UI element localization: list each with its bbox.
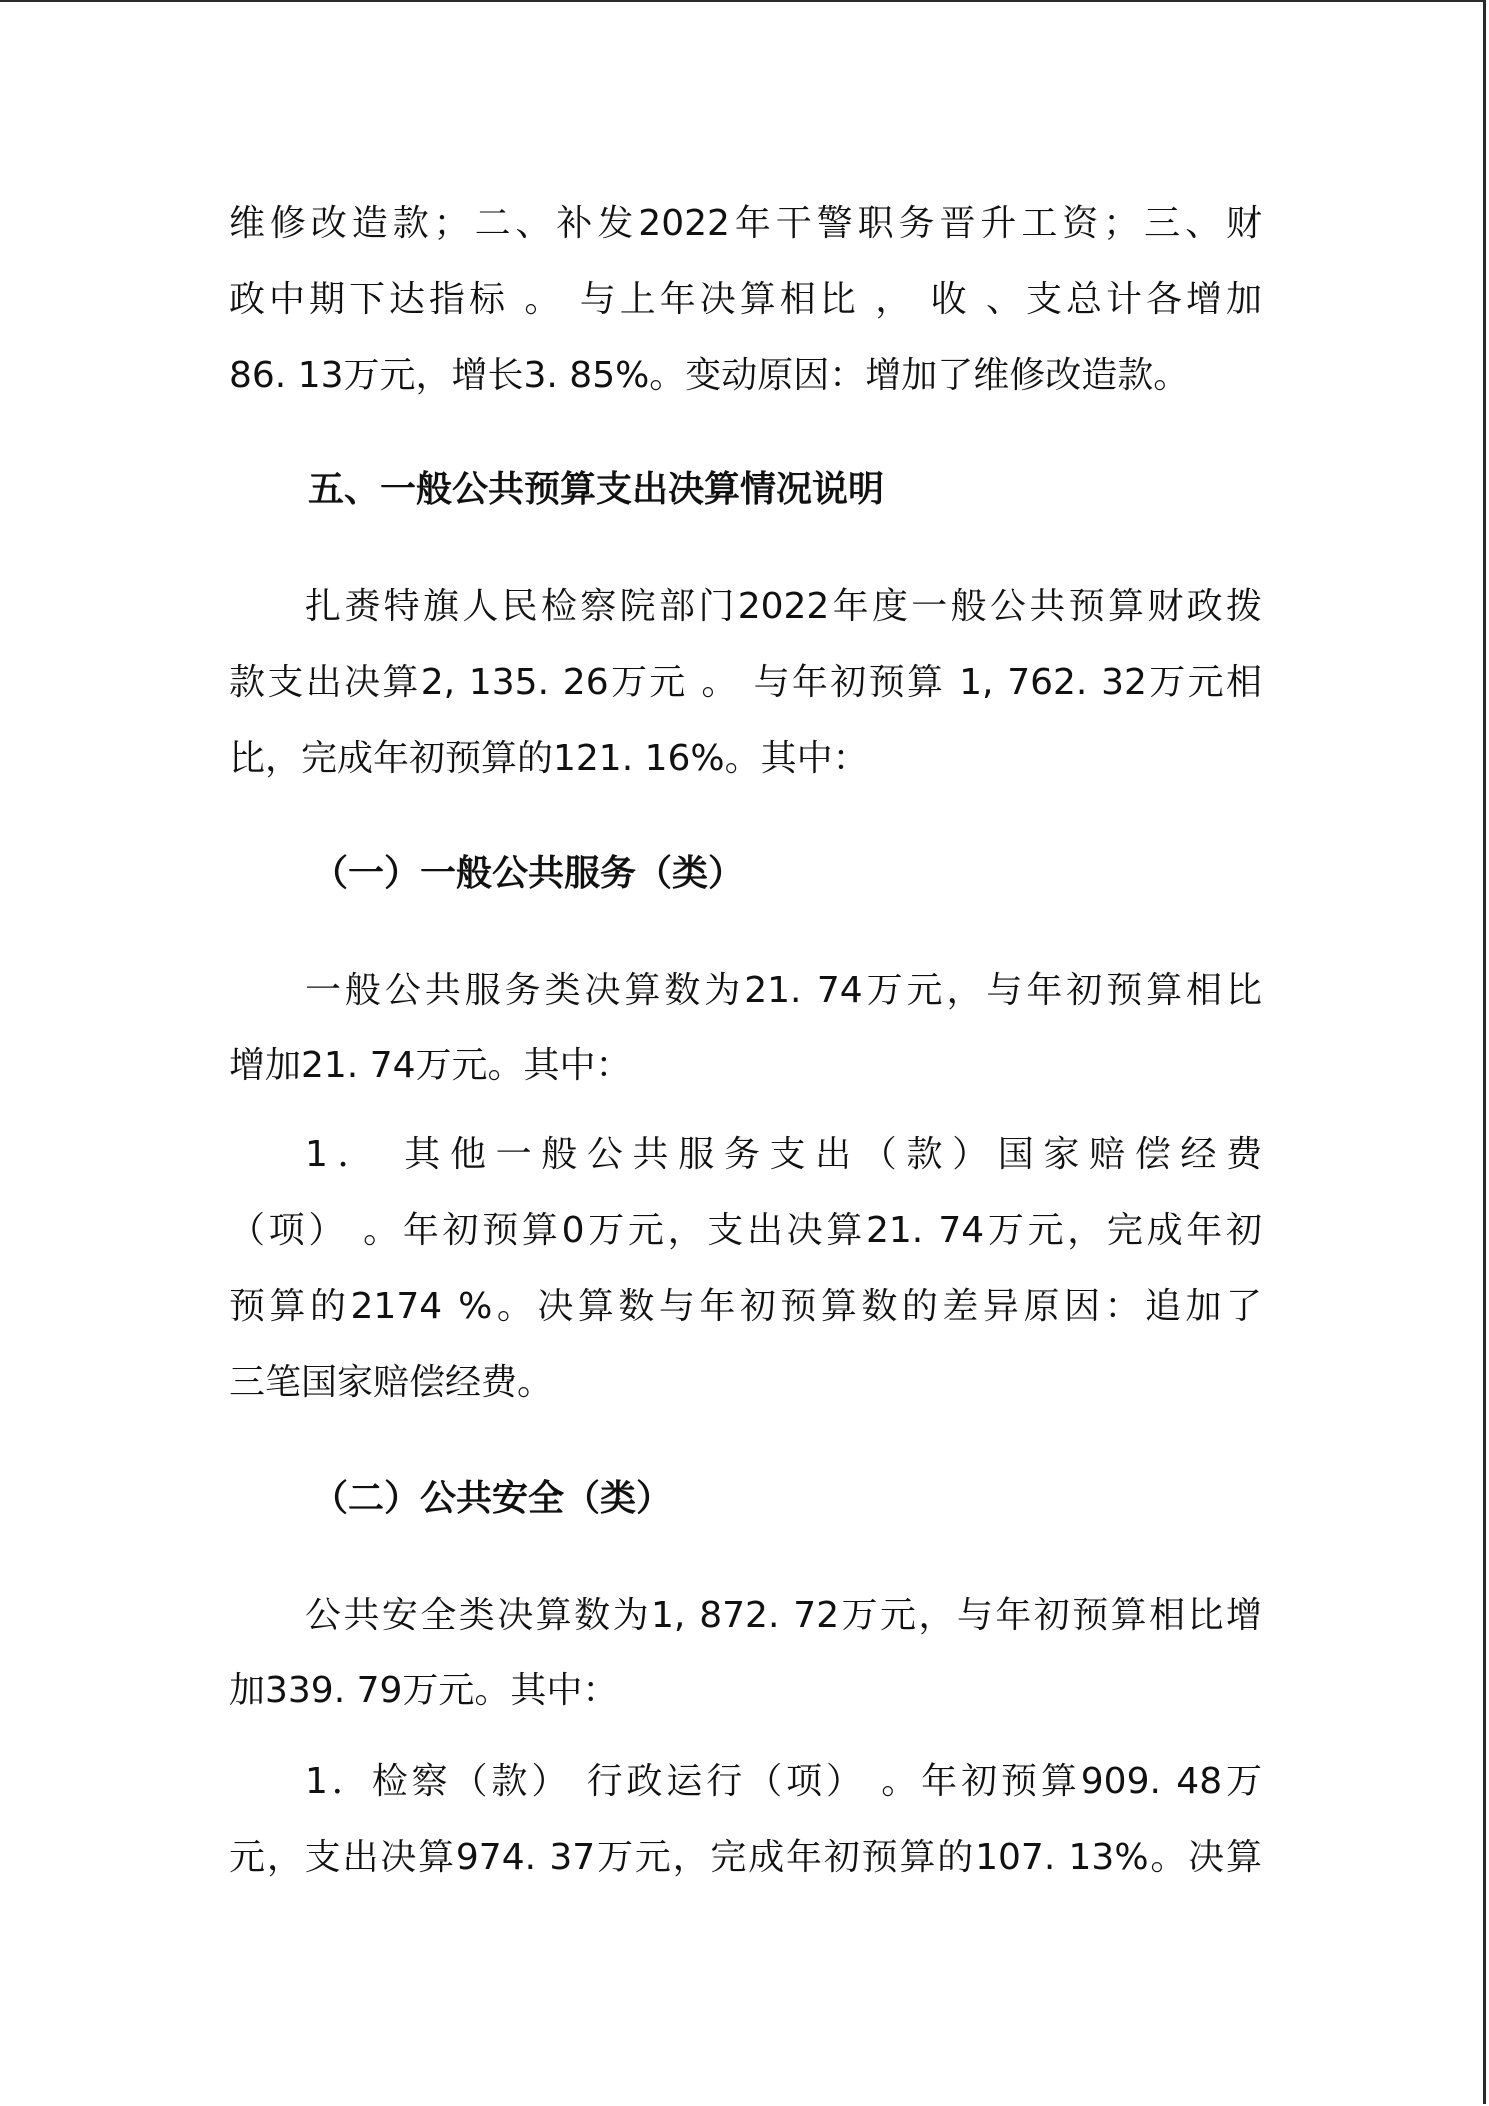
subsection-heading: （二）公共安全（类） (312, 1478, 673, 1519)
paragraph-line: 增加21. 74万元。其中： (229, 1045, 632, 1086)
subsection-heading: （一）一般公共服务（类） (312, 853, 745, 894)
paragraph-line: 三笔国家赔偿经费。 (229, 1362, 554, 1403)
paragraph-line: 元，支出决算974. 37万元，完成年初预算的107. 13%。决算 (229, 1837, 1262, 1878)
paragraph-line: 一般公共服务类决算数为21. 74万元，与年初预算相比 (305, 970, 1262, 1011)
paragraph-line: 1． 其他一般公共服务支出（款）国家赔偿经费 (305, 1134, 1262, 1175)
paragraph-line: 政中期下达指标 。 与上年决算相比 ， 收 、支总计各增加 (229, 279, 1262, 320)
paragraph-line: 预算的2174 %。决算数与年初预算数的差异原因：追加了 (229, 1286, 1262, 1327)
paragraph-line: 比，完成年初预算的121. 16%。其中： (229, 738, 869, 779)
paragraph-line: 公共安全类决算数为1, 872. 72万元，与年初预算相比增 (305, 1595, 1262, 1636)
paragraph-line: 1．检察（款） 行政运行（项） 。年初预算909. 48万 (305, 1761, 1262, 1802)
paragraph-line: 86. 13万元，增长3. 85%。变动原因：增加了维修改造款。 (229, 355, 1190, 396)
paragraph-line: 款支出决算2, 135. 26万元 。 与年初预算 1, 762. 32万元相 (229, 662, 1262, 703)
paragraph-line: 维修改造款；二、补发2022年干警职务晋升工资；三、财 (229, 203, 1262, 244)
paragraph-line: 扎赉特旗人民检察院部门2022年度一般公共预算财政拨 (305, 586, 1262, 627)
paragraph-line: （项） 。年初预算0万元，支出决算21. 74万元，完成年初 (229, 1210, 1262, 1251)
paragraph-line: 加339. 79万元。其中： (229, 1670, 619, 1711)
section-heading: 五、一般公共预算支出决算情况说明 (308, 469, 885, 510)
